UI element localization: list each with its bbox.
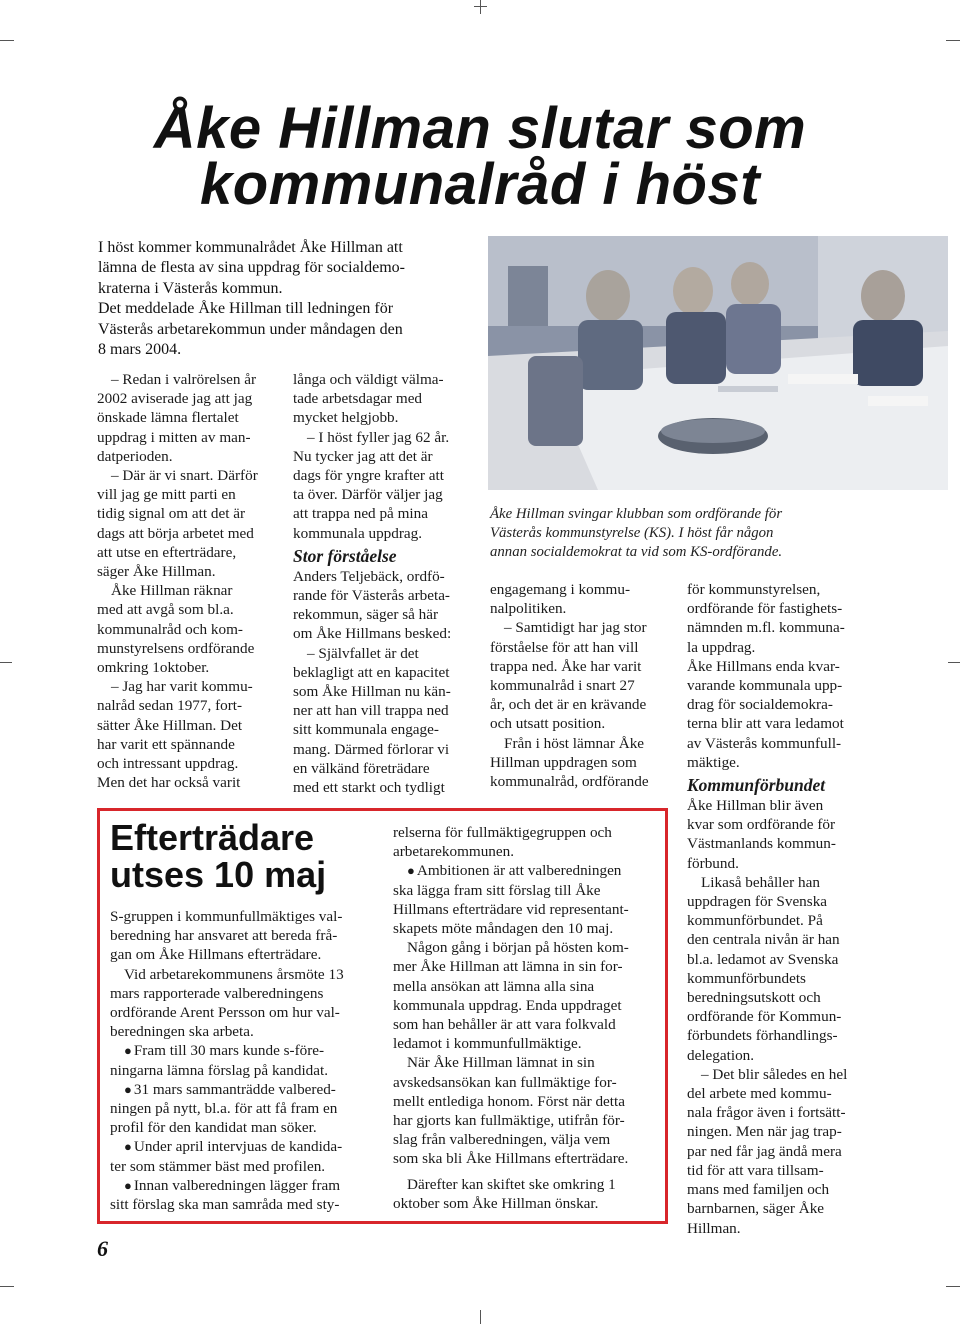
text-line: gan om Åke Hillmans efterträdare. [110,946,322,964]
text-line: den centrala nivån är han [687,931,840,949]
text-line: Men det har också varit [97,774,241,792]
text-line: sitt förslag ska man samråda med sty- [110,1196,340,1214]
text-line: avskedsansökan kan fullmäktige for- [393,1073,617,1091]
text-line: Hillman uppdragen som [490,753,637,771]
bullet-line [110,1137,375,1156]
text-line: slag från valberedningen, välja vem [393,1131,611,1149]
text-line: kommunförbundet. På [687,912,823,930]
lead-line: 8 mars 2004. [98,341,182,359]
box-column-left [110,907,375,1214]
text-line: som han behåller är att vara folkvald [393,1016,616,1034]
text-line: dags för yngre krafter att [293,467,444,485]
bullet-text: 31 mars sammanträdde valbered- [133,1080,336,1098]
text-line: år, och det är en krävande [490,696,647,714]
text-line: om Åke Hillmans besked: [293,625,452,643]
text-line: ordförande Arent Persson om hur val- [110,1004,340,1022]
bullet-text: Under april intervjuas de kandida- [133,1138,343,1156]
text-line: bl.a. ledamot av Svenska [687,950,839,968]
text-line: drag för socialdemokra- [687,696,833,714]
text-line: mycket helgjobb. [293,409,399,427]
text-line: som Åke Hillman nu kän- [293,683,451,701]
text-line: kommunala uppdrag. [293,524,423,542]
text-line: av Västerås kommunfull- [687,734,842,752]
text-line: rande för Västerås arbeta- [293,587,450,605]
text-line: ningen på nytt, bl.a. för att få fram en [110,1100,338,1118]
text-line: – Självfallet är det [307,644,419,662]
text-line: par ned får jag ändå mera [687,1142,842,1160]
text-line: Åke Hillman blir även [687,797,824,815]
caption-line: annan socialdemokrat ta vid som KS-ordförande. [490,544,783,560]
text-line: ska lägga fram sitt förslag till Åke [393,881,601,899]
text-line: med att avgå som bl.a. [97,601,234,619]
text-line: Hillman. [687,1219,741,1237]
text-line: relserna för fullmäktigegruppen och [393,824,612,841]
text-line: Åke Hillmans enda kvar- [687,657,840,675]
text-line: Likaså behåller han [701,873,820,891]
text-line: nalpolitiken. [490,600,567,618]
bullet-text: Innan valberedningen lägger fram [133,1176,341,1194]
text-line: munstyrelsens ordförande [97,639,255,657]
box-column-right [393,823,655,1213]
text-line: tidig signal om att det är [97,505,246,523]
text-line: för kommunstyrelsen, [687,581,821,598]
text-line: kommunalråd, ordförande [490,773,649,791]
text-line: har varit ett spännande [97,735,235,753]
photo-caption [490,505,950,562]
caption-line: Åke Hillman svingar klubban som ordförande för [490,506,783,522]
text-line: mella ansökan att lämna alla sina [393,977,595,995]
text-line: mang. Därmed förlorar vi [293,740,450,758]
text-line: ledamot i kommunfullmäktige. [393,1035,582,1053]
box-heading-line-2: utses 10 maj [110,854,327,895]
box-heading-line-1: Efterträdare [110,817,315,858]
text-line: S-gruppen i kommunfullmäktiges val- [110,908,343,925]
article-column-1 [97,370,277,792]
bullet-line [110,1080,375,1099]
lead-line: Västerås arbetarekommun under måndagen den [98,320,403,338]
text-line: ner att han vill trappa ned [293,702,449,720]
text-line: tade arbetsdagar med [293,390,423,408]
text-line: kommunförbundets [687,969,806,987]
text-line: terna blir att vara ledamot [687,715,844,733]
lead-line: I höst kommer kommunalrådet Åke Hillman att [98,239,403,256]
article-column-2 [293,370,478,797]
meeting-photo-image [488,236,948,490]
text-line: omkring 1oktober. [97,659,210,677]
text-line: Någon gång i början på hösten kom- [407,939,629,957]
text-line: rekommun, säger så här [293,606,439,624]
text-line: nala frågor även i fortsätt- [687,1104,846,1122]
text-line: profil för den kandidat man söker. [110,1119,317,1137]
text-line: kommunalråd i snart 27 [490,677,635,695]
text-line: beredningsutskott och [687,989,821,1007]
text-line: Därefter kan skiftet ske omkring 1 [407,1175,616,1193]
headline-line-2: kommunalråd i höst [199,152,761,217]
text-line: ter som stämmer bäst med profilen. [110,1157,326,1175]
text-line: Från i höst lämnar Åke [504,734,645,752]
subheading-kommunforbundet: Kommunförbundet [687,775,826,796]
text-line: – Redan i valrörelsen år [111,371,257,388]
text-line: sätter Åke Hillman. Det [97,716,243,734]
text-line: mans med familjen och [687,1181,830,1199]
lead-line: Det meddelade Åke Hillman till ledningen för [98,300,394,318]
text-line: ningarna lämna förslag på kandidat. [110,1061,329,1079]
text-line: nalråd sedan 1977, fort- [97,697,243,715]
meeting-photo [488,236,948,490]
text-line: att trappa ned på mina [293,505,428,523]
text-line: har gjorts kan fullmäktige, utifrån för- [393,1112,625,1130]
text-line: kvar som ordförande för [687,816,836,834]
lead-paragraph [98,238,478,360]
text-line: – Jag har varit kommu- [111,678,253,696]
text-line: När Åke Hillman lämnat in sin [407,1054,595,1072]
text-line: la uppdrag. [687,638,756,656]
text-line: nämnden m.fl. kommuna- [687,619,845,637]
lead-line: lämna de flesta av sina uppdrag för socialdemo- [98,259,405,277]
bullet-text: Fram till 30 mars kunde s-före- [133,1042,325,1060]
text-line: ordförande för fastighets- [687,600,843,618]
text-line: kommunalråd och kom- [97,620,243,638]
text-line: förbund. [687,854,739,872]
text-line: Västmanlands kommun- [687,835,836,853]
article-column-4 [687,580,877,1238]
text-line: en välkänd företrädare [293,759,430,777]
bullet-line [393,861,655,880]
text-line: trappa ned. Åke har varit [490,657,642,675]
text-line: Åke Hillman räknar [111,582,233,600]
text-line: förståelse för att han vill [490,638,639,656]
text-line: barnbarnen, säger Åke [687,1200,825,1218]
article-column-3 [490,580,675,791]
bullet-text: Ambitionen är att valberedningen [416,862,622,880]
text-line: Vid arbetarekommunens årsmöte 13 [124,965,344,983]
bullet-line [110,1041,375,1060]
text-line: att utse en efterträdare, [97,543,237,561]
text-line: önskade lämna flertalet [97,409,239,427]
text-line: Anders Teljebäck, ordfö- [293,567,445,585]
text-line: mäktige. [687,753,740,771]
text-line: långa och väldigt välma- [293,371,444,388]
text-line: del arbete med kommu- [687,1085,832,1103]
text-line: beklagligt att en kapacitet [293,663,450,681]
text-line: – Där är vi snart. Därför [111,467,258,485]
bullet-line [110,1176,375,1195]
text-line: skapets möte måndagen den 10 maj. [393,920,614,938]
text-line: beredning har ansvaret att bereda frå- [110,927,338,945]
subheading-stor-forstaelse: Stor förståelse [293,545,397,566]
text-line: – Samtidigt har jag stor [504,619,647,637]
text-line: tid för att vara tillsam- [687,1161,824,1179]
caption-line: Västerås kommunstyrelse (KS). I höst får någon [490,525,774,541]
text-line: delegation. [687,1046,755,1064]
text-line: sitt kommunala engage- [293,721,439,739]
text-line: ordförande för Kommun- [687,1008,842,1026]
text-line: – Det blir således en hel [701,1065,848,1083]
text-line: kommunala uppdrag. Enda uppdraget [393,996,622,1014]
headline-line-1: Åke Hillman slutar som [153,96,807,161]
text-line: som ska bli Åke Hillmans efterträdare. [393,1150,629,1168]
text-line: datperioden. [97,447,173,465]
text-line: engagemang i kommu- [490,581,631,598]
text-line: Nu tycker jag att det är [293,447,433,465]
text-line: säger Åke Hillman. [97,563,216,581]
page-number: 6 [97,1236,108,1261]
text-line: ta över. Därför väljer jag [293,486,443,504]
lead-line: kraterna i Västerås kommun. [98,279,283,297]
text-line: mellt entlediga honom. Först när detta [393,1092,625,1110]
text-line: dags att börja arbetet med [97,524,254,542]
text-line: varande kommunala upp- [687,677,843,695]
text-line: och intressant uppdrag. [97,755,239,773]
text-line: vill jag ge mitt parti en [97,486,236,504]
text-line: mer Åke Hillman att lämna in sin for- [393,958,623,976]
text-line: oktober som Åke Hillman önskar. [393,1194,599,1212]
text-line: Hillmans efterträdare vid representant- [393,900,629,918]
text-line: 2002 aviserade jag att jag [97,390,253,408]
text-line: arbetarekommunen. [393,843,515,861]
text-line: beredningen ska arbeta. [110,1023,254,1041]
text-line: uppdragen för Svenska [687,893,828,911]
text-line: mars rapporterade valberedningens [110,984,324,1002]
text-line: – I höst fyller jag 62 år. [307,428,450,446]
text-line: uppdrag i mitten av man- [97,428,251,446]
text-line: ningen. Men när jag trap- [687,1123,842,1141]
text-line: och utsatt position. [490,715,606,733]
text-line: förbundets förhandlings- [687,1027,838,1045]
text-line: med ett starkt och tydligt [293,779,445,797]
